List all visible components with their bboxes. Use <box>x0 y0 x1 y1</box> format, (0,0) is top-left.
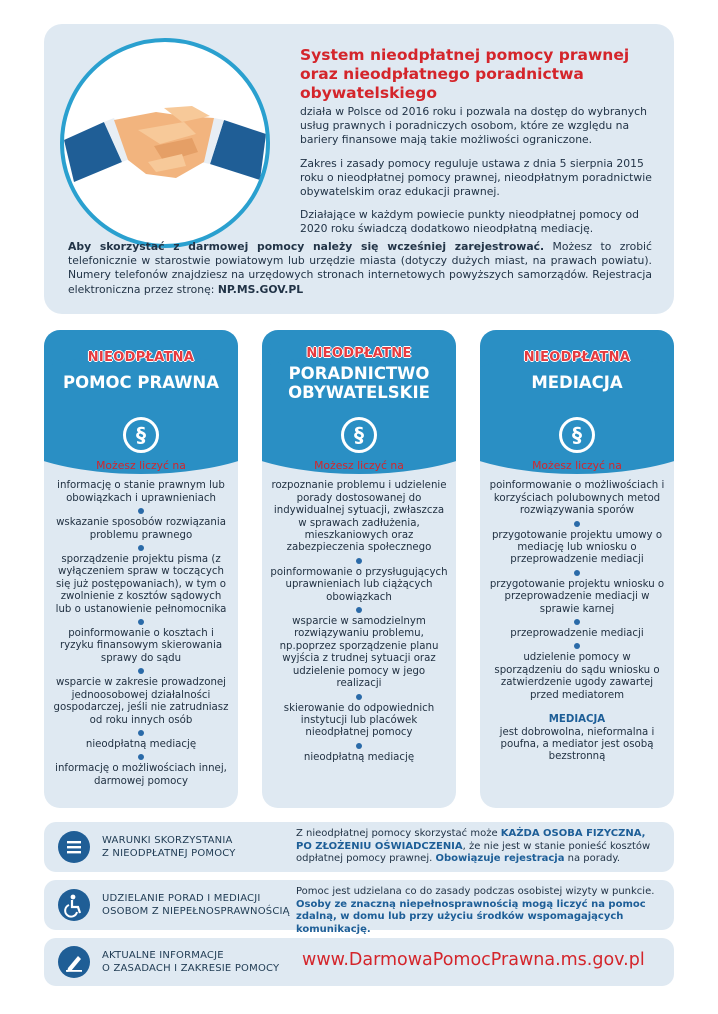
registration-bold: Aby skorzystać z darmowej pomocy należy się wcześniej zarejestrować. <box>68 240 545 253</box>
bullet-icon <box>138 619 144 625</box>
column-title-red: NIEODPŁATNA <box>87 350 195 365</box>
column-title <box>262 346 456 402</box>
disability-label-line-2: OSOBOM Z NIEPEŁNOSPRAWNOŚCIĄ <box>102 906 290 917</box>
registration-url[interactable]: NP.MS.GOV.PL <box>217 282 304 296</box>
list-item: rozpoznanie problemu i udzielenie porady dostosowanej do indywidualnej sytuacji, zwłaszcza w sprawach zadłużenia, mieszkaniowych oraz zabezpieczenia społecznego <box>271 480 447 554</box>
disability-text-bold: Osoby ze znaczną niepełnosprawnością mogą liczyć na pomoc zdalną, w domu lub przy użyciu środków wspomagających komunikację. <box>296 898 646 935</box>
bullet-icon <box>138 754 144 760</box>
list-icon <box>58 831 90 863</box>
registration-text: Możesz to zrobić telefonicznie w starostwie powiatowym lub urzędzie miasta (dotyczy dużych miast, na prawach powiatu). Numery telefonów znajdziesz na urzędowych stronach internetowych powyższych samorządów. Rejestracja elektroniczna przez stronę: <box>68 240 652 296</box>
list-item: skierowanie do odpowiednich instytucji lub placówek nieodpłatnej pomocy <box>283 702 435 739</box>
mediation-note-text: jest dobrowolna, nieformalna i poufna, a mediator jest osobą bezstronną <box>499 726 655 763</box>
paragraph-icon: § <box>559 417 595 453</box>
list-item: wsparcie w samodzielnym rozwiązywaniu problemu, np.poprzez sporządzenie planu wyjścia z trudnej sytuacji oraz udzielenie pomocy w jego realizacji <box>279 616 439 690</box>
bullet-icon <box>356 743 362 749</box>
list-item: poinformowanie o kosztach i ryzyku finansowym skierowania sprawy do sądu <box>59 628 223 664</box>
list-item: wskazanie sposobów rozwiązania problemu prawnego <box>56 517 226 541</box>
list-item: poinformowanie o możliwościach i korzyściach polubownych metod rozwiązywania sporów <box>489 480 665 517</box>
conditions-text-bold-2: Obowiązuje rejestracja <box>435 853 565 865</box>
info-bar <box>44 938 674 986</box>
column-title <box>480 350 674 392</box>
list-item: przeprowadzenie mediacji <box>510 628 644 640</box>
pen-icon <box>58 946 90 978</box>
column-title-white: POMOC PRAWNA <box>62 373 220 392</box>
intro-paragraph-3: Działające w każdym powiecie punkty nieodpłatnej pomocy od 2020 roku świadczą dodatkowo nieodpłatną mediację. <box>300 208 639 236</box>
bullet-icon <box>356 558 362 564</box>
intro-text <box>300 46 660 246</box>
bullet-icon <box>138 508 144 514</box>
bullet-icon <box>138 730 144 736</box>
list-item: informację o możliwościach innej, darmowej pomocy <box>55 763 227 787</box>
conditions-bar <box>44 822 674 872</box>
list-item: udzielenie pomocy w sporządzeniu do sądu wniosku o zatwierdzenie ugody zawartej przed mediatorem <box>494 652 660 701</box>
registration-info <box>68 240 652 297</box>
bullet-icon <box>574 619 580 625</box>
bullet-icon <box>356 694 362 700</box>
conditions-text-2: , że nie jest w stanie ponieść kosztów odpłatnej pomocy prawnej. <box>296 840 651 865</box>
column-title-red: NIEODPŁATNA <box>523 350 631 365</box>
website-link[interactable]: www.DarmowaPomocPrawna.ms.gov.pl <box>302 950 645 970</box>
intro-paragraph-2: Zakres i zasady pomocy reguluje ustawa z dnia 5 sierpnia 2015 roku o nieodpłatnej pomocy prawnej, nieodpłatnym poradnictwie obywatelskim oraz edukacji prawnej. <box>300 156 652 199</box>
list-item: wsparcie w zakresie prowadzonej jednoosobowej działalności gospodarczej, jeśli nie zatrudniasz od roku innych osób <box>53 677 229 726</box>
bullet-icon <box>574 643 580 649</box>
column-civic-advice <box>262 330 456 808</box>
column-mediation <box>480 330 674 808</box>
list-item: przygotowanie projektu umowy o mediację lub wniosku o przeprowadzenie mediacji <box>491 529 663 566</box>
paragraph-icon: § <box>341 417 377 453</box>
disability-text-1: Pomoc jest udzielana co do zasady podczas osobistej wizyty w punkcie. <box>296 886 655 897</box>
info-label-line-1: AKTUALNE INFORMACJE <box>102 950 224 961</box>
bullet-icon <box>356 607 362 613</box>
conditions-text-bold-1: KAŻDA OSOBA FIZYCZNA, PO ZŁOŻENIU OŚWIADCZENIA <box>296 828 646 852</box>
conditions-label <box>102 834 236 860</box>
disability-label-line-1: UDZIELANIE PORAD I MEDIACJI <box>102 893 261 904</box>
bullet-icon <box>574 570 580 576</box>
conditions-label-line-1: WARUNKI SKORZYSTANIA <box>102 835 233 846</box>
wheelchair-icon <box>58 889 90 921</box>
list-item: poinformowanie o przysługujących uprawnieniach lub ciążących obowiązkach <box>270 566 448 603</box>
bullet-icon <box>138 545 144 551</box>
intro-card <box>44 24 674 314</box>
column-body <box>270 460 448 764</box>
column-lead: Możesz liczyć na <box>532 459 622 472</box>
column-lead: Możesz liczyć na <box>314 459 404 472</box>
paragraph-icon: § <box>123 417 159 453</box>
disability-label <box>102 892 290 918</box>
handshake-icon <box>64 42 266 244</box>
mediation-note-title: MEDIACJA <box>548 714 606 726</box>
column-title-white: PORADNICTWO OBYWATELSKIE <box>288 364 430 402</box>
column-body <box>52 460 230 788</box>
conditions-text <box>296 828 660 866</box>
bullet-icon <box>574 521 580 527</box>
bullet-icon <box>138 668 144 674</box>
conditions-text-1: Z nieodpłatnej pomocy skorzystać może <box>296 828 501 839</box>
column-title-white: MEDIACJA <box>531 373 623 392</box>
column-lead: Możesz liczyć na <box>96 459 186 472</box>
handshake-illustration <box>60 38 270 248</box>
conditions-text-3: na porady. <box>564 853 621 865</box>
list-item: nieodpłatną mediację <box>303 751 415 763</box>
info-label <box>102 949 279 975</box>
intro-paragraph-1: działa w Polsce od 2016 roku i pozwala na dostęp do wybranych usług prawnych i poradniczych osobom, które ze względu na bariery finansowe mają takie możliwości ograniczone. <box>300 105 647 147</box>
column-title-red: NIEODPŁATNE <box>306 346 412 361</box>
list-item: sporządzenie projektu pisma (z wyłączeniem spraw w toczących się już postępowaniach), w tym o zwolnienie z kosztów sądowych lub o ustanowienie pełnomocnika <box>55 554 227 615</box>
column-title <box>44 350 238 392</box>
column-legal-aid <box>44 330 238 808</box>
list-item: przygotowanie projektu wniosku o przeprowadzenie mediacji w sprawie karnej <box>489 578 665 615</box>
disability-text <box>296 886 660 936</box>
disability-bar <box>44 880 674 935</box>
info-label-line-2: O ZASADACH I ZAKRESIE POMOCY <box>102 963 280 974</box>
conditions-label-line-2: Z NIEODPŁATNEJ POMOCY <box>102 848 236 859</box>
intro-title: System nieodpłatnej pomocy prawnej oraz nieodpłatnego poradnictwa obywatelskiego <box>300 46 630 102</box>
column-body <box>488 460 666 764</box>
list-item: nieodpłatną mediację <box>85 738 197 750</box>
list-item: informację o stanie prawnym lub obowiązkach i uprawnieniach <box>57 480 225 504</box>
